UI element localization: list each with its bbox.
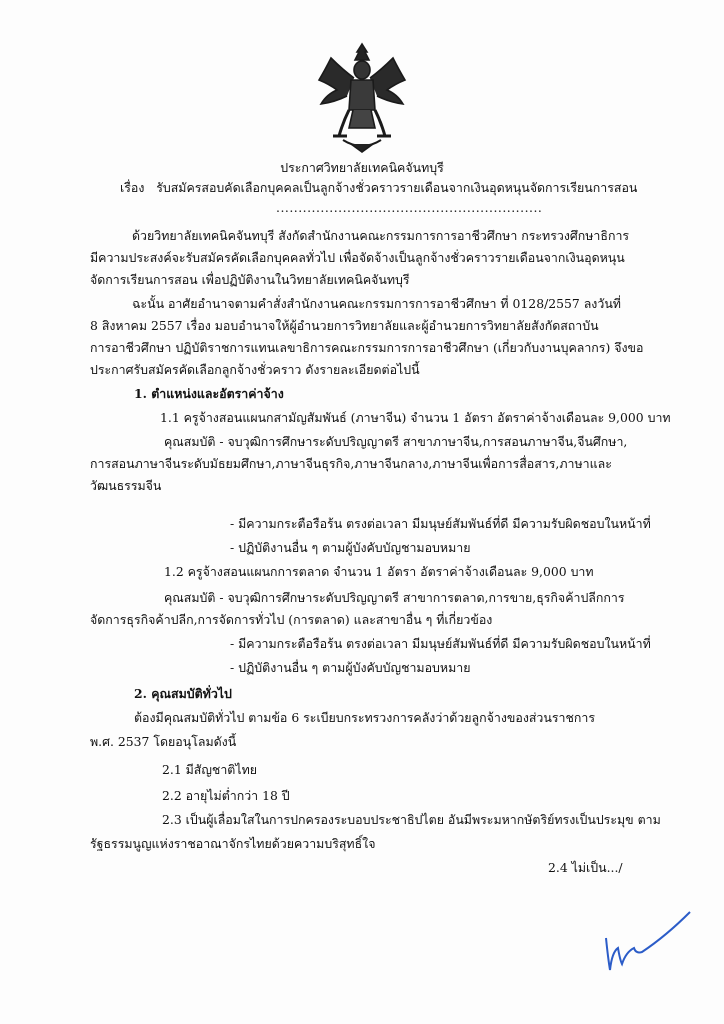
continuation-note: 2.4 ไม่เป็น.../	[548, 860, 623, 875]
position-2-qualification-2: จัดการธุรกิจค้าปลีก,การจัดการทั่วไป (การตลาด) และสาขาอื่น ๆ ที่เกี่ยวข้อง	[90, 612, 493, 627]
subject-line	[120, 180, 637, 196]
authority-line-2: 8 สิงหาคม 2557 เรื่อง มอบอำนาจให้ผู้อำนวยการวิทยาลัยและผู้อำนวยการวิทยาลัยสังกัดสถาบัน	[90, 318, 599, 333]
item-2-1: 2.1 มีสัญชาติไทย	[162, 762, 258, 777]
position-1-requirement-2: - ปฏิบัติงานอื่น ๆ ตามผู้บังคับบัญชามอบหมาย	[230, 540, 471, 555]
general-line-1: ต้องมีคุณสมบัติทั่วไป ตามข้อ 6 ระเบียบกระทรวงการคลังว่าด้วยลูกจ้างของส่วนราชการ	[134, 710, 595, 725]
authority-line-4: ประกาศรับสมัครคัดเลือกลูกจ้างชั่วคราว ดังรายละเอียดต่อไปนี้	[90, 362, 420, 377]
document-title: ประกาศวิทยาลัยเทคนิคจันทบุรี	[280, 160, 444, 175]
position-1-qualification-2: การสอนภาษาจีนระดับมัธยมศึกษา,ภาษาจีนธุรกิจ,ภาษาจีนกลาง,ภาษาจีนเพื่อการสื่อสาร,ภาษาและ	[90, 456, 612, 471]
item-2-3: 2.3 เป็นผู้เลื่อมใสในการปกครองระบอบประชาธิปไตย อันมีพระมหากษัตริย์ทรงเป็นประมุข ตาม	[162, 812, 661, 827]
general-line-2: พ.ศ. 2537 โดยอนุโลมดังนี้	[90, 734, 237, 749]
position-1-qualification-1: คุณสมบัติ - จบวุฒิการศึกษาระดับปริญญาตรี สาขาภาษาจีน,การสอนภาษาจีน,จีนศึกษา,	[164, 434, 628, 449]
position-1-requirement-1: - มีความกระตือรือร้น ตรงต่อเวลา มีมนุษย์สัมพันธ์ที่ดี มีความรับผิดชอบในหน้าที่	[230, 516, 651, 531]
position-2-title: 1.2 ครูจ้างสอนแผนกการตลาด จำนวน 1 อัตรา อัตราค่าจ้างเดือนละ 9,000 บาท	[164, 564, 594, 579]
garuda-emblem-icon	[313, 40, 411, 155]
initials-signature-icon	[596, 908, 696, 978]
section-2-heading: 2. คุณสมบัติทั่วไป	[134, 686, 232, 701]
section-1-heading: 1. ตำแหน่งและอัตราค่าจ้าง	[134, 386, 284, 401]
item-2-2: 2.2 อายุไม่ต่ำกว่า 18 ปี	[162, 788, 290, 803]
intro-line-3: จัดการเรียนการสอน เพื่อปฏิบัติงานในวิทยาลัยเทคนิคจันทบุรี	[90, 272, 410, 287]
intro-line-2: มีความประสงค์จะรับสมัครคัดเลือกบุคคลทั่วไป เพื่อจัดจ้างเป็นลูกจ้างชั่วคราวรายเดือนจากเงินอุดหนุน	[90, 250, 625, 265]
authority-line-3: การอาชีวศึกษา ปฏิบัติราชการแทนเลขาธิการคณะกรรมการการอาชีวศึกษา (เกี่ยวกับงานบุคลากร) จึงขอ	[90, 340, 644, 355]
intro-line-1: ด้วยวิทยาลัยเทคนิคจันทบุรี สังกัดสำนักงานคณะกรรมการการอาชีวศึกษา กระทรวงศึกษาธิการ	[132, 228, 630, 243]
subject-label: เรื่อง	[120, 180, 145, 195]
position-2-qualification-1: คุณสมบัติ - จบวุฒิการศึกษาระดับปริญญาตรี สาขาการตลาด,การขาย,ธุรกิจค้าปลีกการ	[164, 590, 625, 605]
authority-line-1: ฉะนั้น อาศัยอำนาจตามคำสั่งสำนักงานคณะกรรมการการอาชีวศึกษา ที่ 0128/2557 ลงวันที่	[132, 296, 621, 311]
item-2-3-continued: รัฐธรรมนูญแห่งราชอาณาจักรไทยด้วยความบริสุทธิ์ใจ	[90, 836, 376, 851]
position-2-requirement-2: - ปฏิบัติงานอื่น ๆ ตามผู้บังคับบัญชามอบหมาย	[230, 660, 471, 675]
position-2-requirement-1: - มีความกระตือรือร้น ตรงต่อเวลา มีมนุษย์สัมพันธ์ที่ดี มีความรับผิดชอบในหน้าที่	[230, 636, 651, 651]
title-divider: ............................................................	[276, 200, 543, 215]
position-1-title: 1.1 ครูจ้างสอนแผนกสามัญสัมพันธ์ (ภาษาจีน) จำนวน 1 อัตรา อัตราค่าจ้างเดือนละ 9,000 บาท	[160, 410, 671, 425]
subject-text: รับสมัครสอบคัดเลือกบุคคลเป็นลูกจ้างชั่วคราวรายเดือนจากเงินอุดหนุนจัดการเรียนการสอน	[156, 180, 638, 195]
position-1-qualification-3: วัฒนธรรมจีน	[90, 478, 162, 493]
